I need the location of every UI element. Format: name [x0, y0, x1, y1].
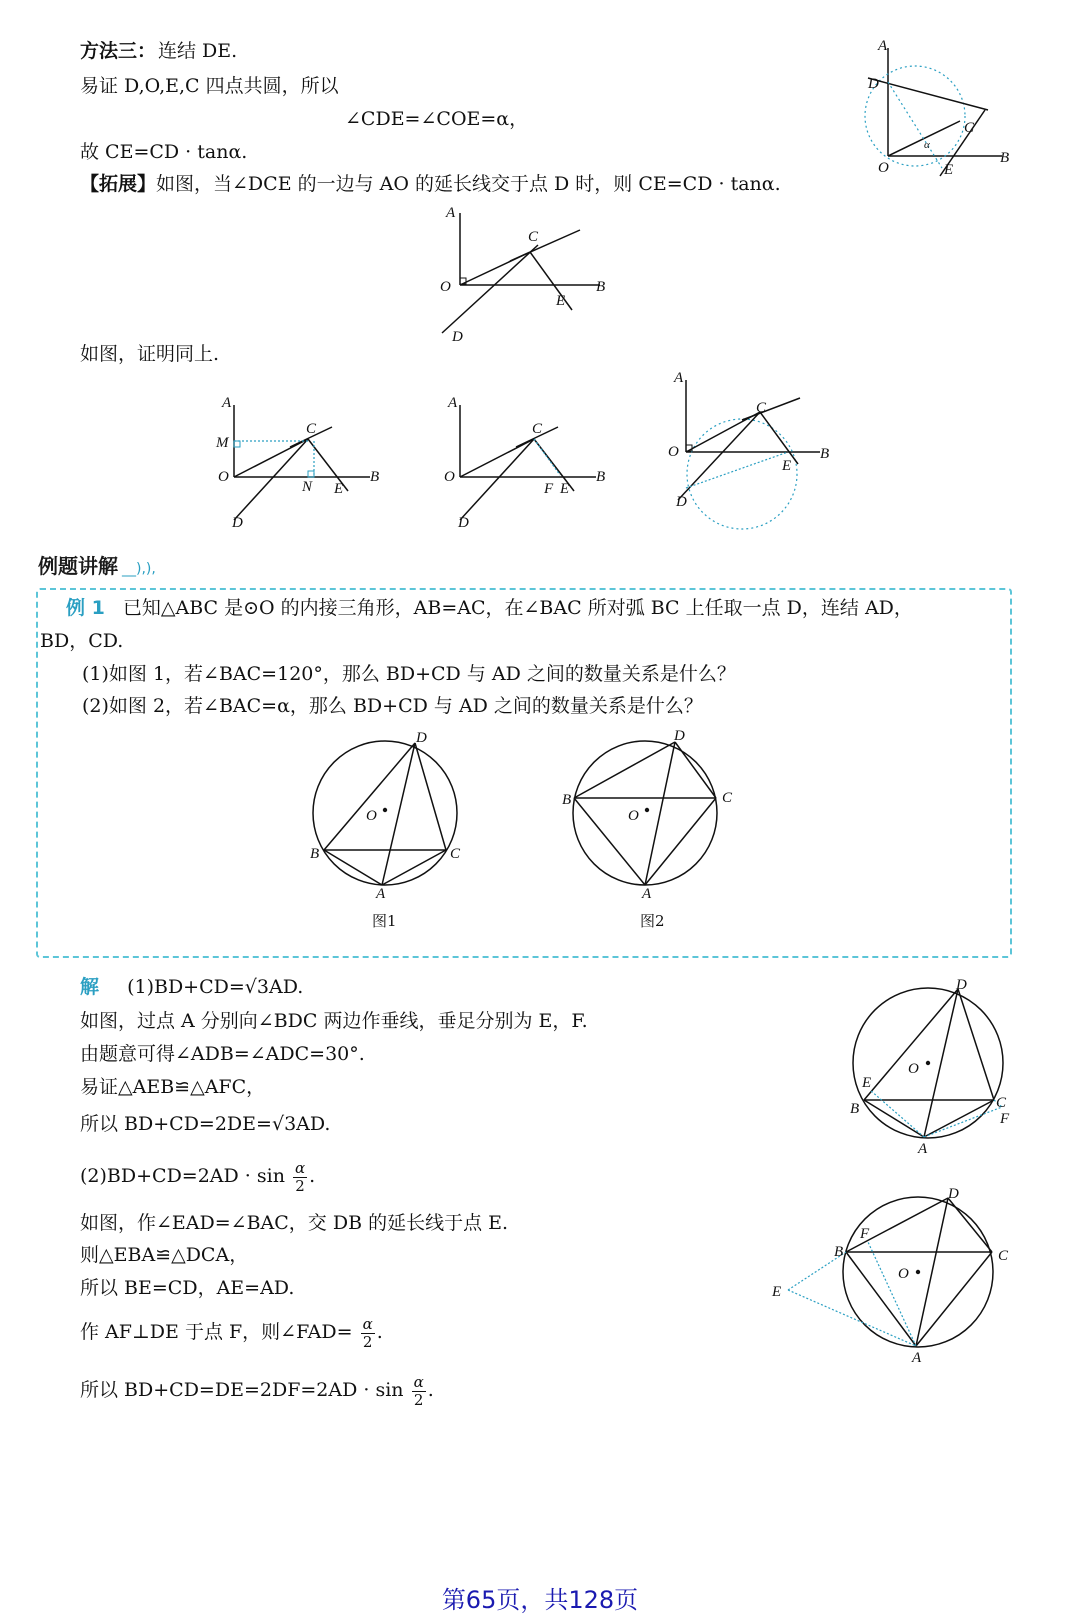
solution-s2: 如图，过点 A 分别向∠BDC 两边作垂线，垂足分别为 E，F. [80, 1010, 588, 1032]
svg-text:A: A [878, 38, 888, 54]
svg-text:α: α [924, 139, 930, 151]
svg-text:O: O [366, 808, 377, 824]
svg-text:C: C [528, 229, 539, 245]
extension-tag: 【拓展】 [80, 173, 157, 195]
section-heading: 例题讲解 __),), [38, 554, 156, 578]
method3-line1: 连结 DE. [158, 40, 238, 62]
solution-s5: 所以 BD+CD=2DE=√3AD. [80, 1113, 331, 1135]
svg-text:O: O [878, 160, 889, 176]
solution-label: 解 [80, 976, 100, 998]
extension-proof: 如图，证明同上. [80, 343, 220, 365]
svg-text:A: A [674, 370, 684, 386]
example-text-1: 已知△ABC 是⊙O 的内接三角形，AB=AC，在∠BAC 所对弧 BC 上任取一点 D，连结 AD， [122, 597, 913, 619]
figure-extension [430, 205, 630, 345]
figure-2-caption: 图2 [640, 912, 665, 930]
svg-text:C: C [450, 846, 461, 862]
svg-text:F: F [544, 481, 554, 497]
fraction-alpha-over-2: $\frac{\alpha}{2}$ [295, 1159, 306, 1195]
svg-text:E: E [556, 293, 566, 309]
svg-text:O: O [440, 279, 451, 295]
svg-text:B: B [1000, 150, 1010, 166]
figure-proof-3 [660, 370, 840, 535]
svg-text:E: E [772, 1284, 782, 1300]
svg-text:A: A [222, 395, 232, 411]
svg-text:C: C [532, 421, 543, 437]
example-label: 例 1 [66, 597, 105, 619]
figure-proof-2 [440, 395, 620, 530]
figure-1-caption: 图1 [372, 912, 397, 930]
solution-line10: 作 AF⊥DE 于点 F，则∠FAD= $\frac{\alpha}{2}$ . [80, 1315, 383, 1351]
svg-text:C: C [964, 120, 975, 136]
figure-solution-1 [840, 975, 1030, 1165]
solution-s10: 作 AF⊥DE 于点 F，则∠FAD= [80, 1321, 353, 1343]
svg-text:B: B [310, 846, 320, 862]
solution-line6: (2)BD+CD=2AD · sin $\frac{\alpha}{2}$ . [80, 1159, 316, 1195]
method3-title: 方法三： [80, 40, 157, 62]
example-q2: (2)如图 2，若∠BAC=α，那么 BD+CD 与 AD 之间的数量关系是什么？ [82, 695, 703, 717]
solution-s8: 则△EBA≌△DCA， [80, 1244, 249, 1266]
method3-line4: 故 CE=CD · tanα. [80, 141, 248, 163]
figure-example-2 [560, 728, 740, 903]
svg-text:C: C [998, 1248, 1009, 1264]
example-line1 [66, 597, 913, 620]
solution-s3: 由题意可得∠ADB=∠ADC=30°. [80, 1043, 365, 1065]
figure-proof-1 [210, 395, 390, 530]
svg-text:E: E [862, 1075, 872, 1091]
svg-text:A: A [642, 886, 652, 902]
svg-text:B: B [596, 469, 606, 485]
extension-text: 如图，当∠DCE 的一边与 AO 的延长线交于点 D 时，则 CE=CD · tanα. [156, 173, 781, 195]
svg-text:N: N [302, 479, 313, 495]
svg-text:E: E [782, 458, 792, 474]
svg-text:A: A [912, 1350, 922, 1366]
solution-s7: 如图，作∠EAD=∠BAC，交 DB 的延长线于点 E. [80, 1212, 509, 1234]
svg-text:O: O [628, 808, 639, 824]
svg-text:D: D [956, 977, 967, 993]
svg-text:D: D [674, 728, 685, 744]
page-footer: 第65页，共128页 [441, 1586, 639, 1614]
svg-text:O: O [444, 469, 455, 485]
svg-text:M: M [216, 435, 229, 451]
svg-text:D: D [232, 515, 243, 531]
svg-text:D: D [868, 76, 879, 92]
svg-text:D: D [458, 515, 469, 531]
solution-s1: (1)BD+CD=√3AD. [127, 976, 304, 998]
section-title: 例题讲解 [38, 554, 118, 578]
svg-text:F: F [1000, 1111, 1010, 1127]
svg-text:O: O [668, 444, 679, 460]
svg-text:A: A [376, 886, 386, 902]
example-box [36, 588, 1012, 958]
svg-text:O: O [908, 1061, 919, 1077]
example-q1: (1)如图 1，若∠BAC=120°，那么 BD+CD 与 AD 之间的数量关系是什么？ [82, 663, 736, 685]
svg-text:B: B [596, 279, 606, 295]
figure-solution-2 [770, 1180, 1020, 1370]
svg-text:B: B [834, 1244, 844, 1260]
figure-example-1 [300, 728, 470, 903]
svg-text:D: D [416, 730, 427, 746]
svg-text:O: O [898, 1266, 909, 1282]
svg-text:B: B [850, 1101, 860, 1117]
extension-line [80, 173, 781, 196]
method3-line3: ∠CDE=∠COE=α， [345, 108, 529, 130]
svg-text:C: C [722, 790, 733, 806]
method3-line2: 易证 D,O,E,C 四点共圆，所以 [80, 75, 339, 97]
svg-text:C: C [996, 1095, 1007, 1111]
svg-text:B: B [562, 792, 572, 808]
svg-text:A: A [918, 1141, 928, 1157]
svg-text:E: E [944, 162, 954, 178]
example-line2: BD，CD. [40, 630, 124, 652]
solution-line11: 所以 BD+CD=DE=2DF=2AD · sin $\frac{\alpha}{2}$ . [80, 1373, 434, 1409]
solution-s6: (2)BD+CD=2AD · sin [80, 1165, 285, 1187]
svg-text:D: D [948, 1186, 959, 1202]
solution-line1 [80, 976, 303, 999]
svg-text:E: E [560, 481, 570, 497]
svg-text:D: D [676, 494, 687, 510]
solution-s11: 所以 BD+CD=DE=2DF=2AD · sin [80, 1379, 404, 1401]
svg-text:E: E [334, 481, 344, 497]
solution-s9: 所以 BE=CD，AE=AD. [80, 1277, 295, 1299]
figure-method3 [860, 38, 1020, 183]
solution-s4: 易证△AEB≌△AFC， [80, 1076, 266, 1098]
svg-text:F: F [860, 1226, 870, 1242]
svg-text:D: D [452, 329, 463, 345]
svg-text:B: B [820, 446, 830, 462]
svg-text:A: A [448, 395, 458, 411]
fraction-alpha-over-2: $\frac{\alpha}{2}$ [413, 1373, 424, 1409]
fraction-alpha-over-2: $\frac{\alpha}{2}$ [362, 1315, 373, 1351]
svg-text:A: A [446, 205, 456, 221]
svg-text:C: C [756, 400, 767, 416]
svg-text:B: B [370, 469, 380, 485]
svg-text:O: O [218, 469, 229, 485]
svg-text:C: C [306, 421, 317, 437]
